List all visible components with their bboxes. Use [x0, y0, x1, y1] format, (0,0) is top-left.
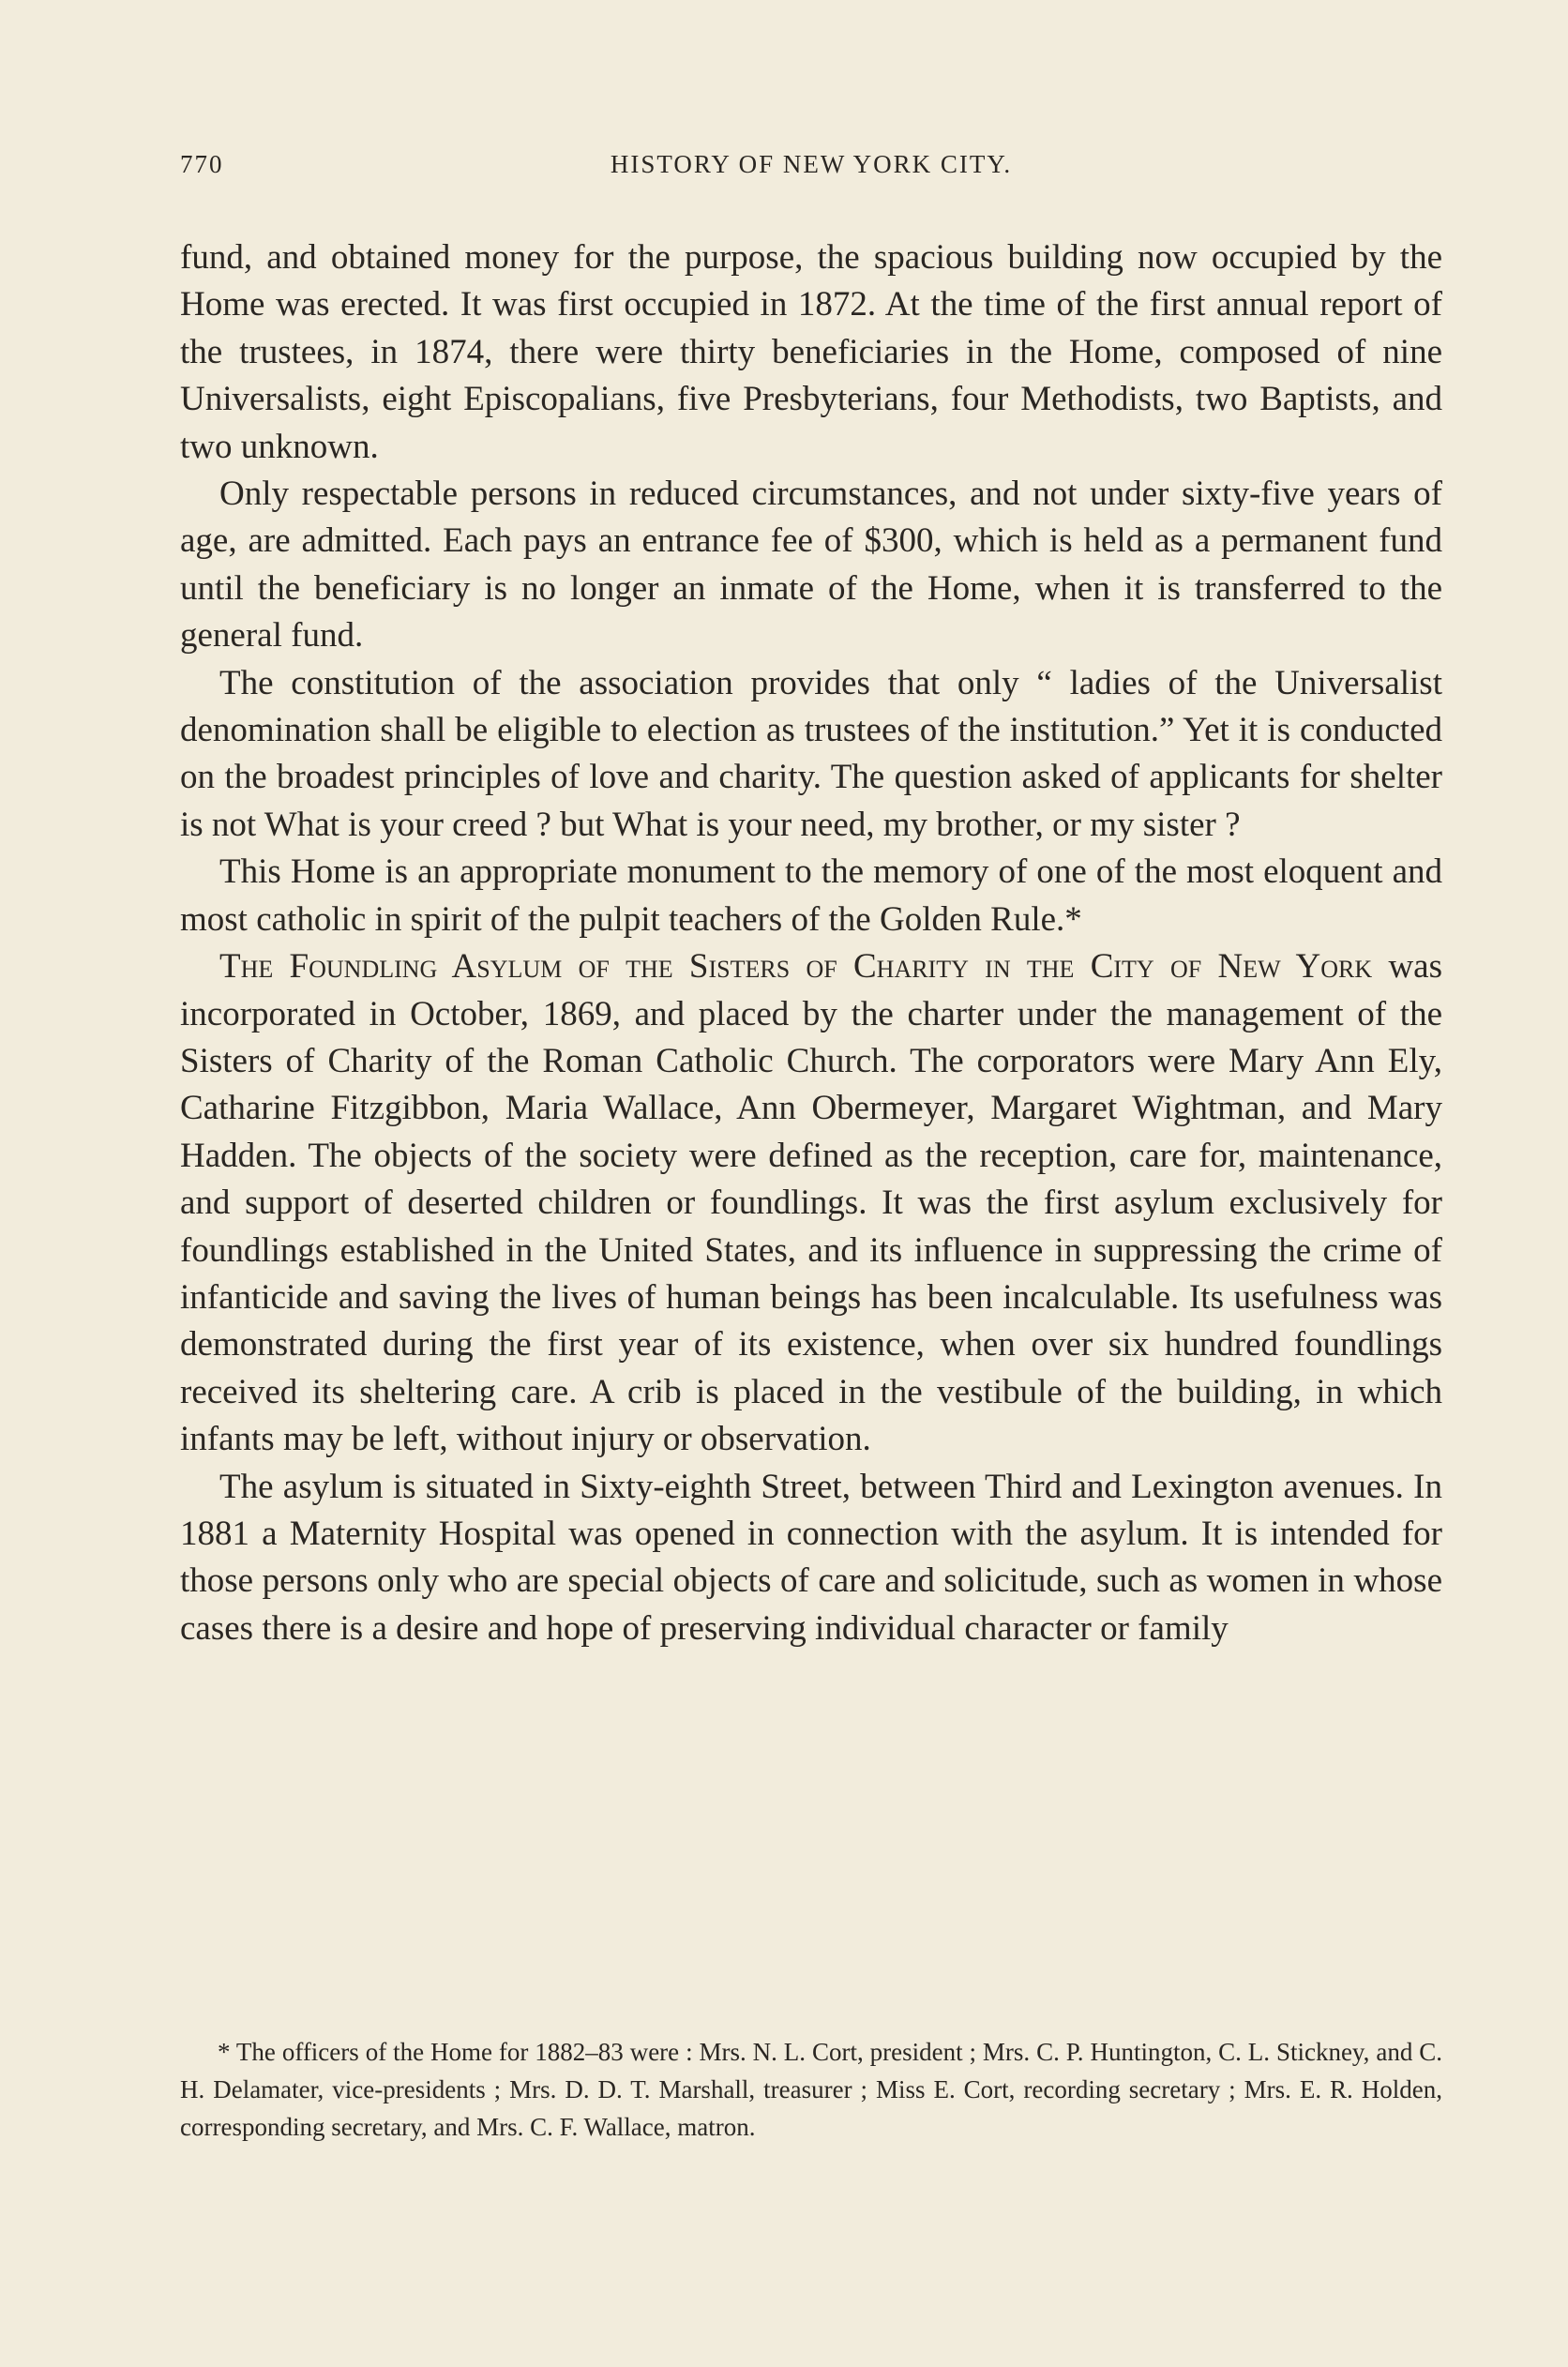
paragraph-foundling-asylum [180, 943, 1442, 1463]
paragraph-monument: This Home is an appropriate monument to the memory of one of the most eloquent and most catholic in spirit of the pulpit teachers of the Golden Rule.* [180, 852, 1442, 939]
page-header [180, 150, 1442, 197]
footnote: * The officers of the Home for 1882–83 were : Mrs. N. L. Cort, president ; Mrs. C. P. Huntington, C. L. Stickney, and C. H. Delamater, vice-presidents ; Mrs. D. D. T. Marshall, treasurer ; Miss E. Cort, recording secretary ; Mrs. E. R. Holden, corresponding secretary, and Mrs. C. F. Wallace, matron. [180, 2038, 1442, 2141]
paragraph-location: The asylum is situated in Sixty-eighth Street, between Third and Lexington avenues. In 1881 a Maternity Hospital was opened in connection with the asylum. It is intended for those persons only who are special objects of care and solicitude, such as women in whose cases there is a desire and hope of preserving individual character or family [180, 1467, 1442, 1648]
paragraph-constitution: The constitution of the association provides that only “ ladies of the Universalist denomination shall be eligible to election as trustees of the institution.” Yet it is conducted on the broadest principles of love and charity. The question asked of applicants for shelter is not What is your creed ? but What is your need, my brother, or my sister ? [180, 663, 1442, 844]
paragraph-continued: fund, and obtained money for the purpose, the spacious building now occupied by the Home was erected. It was first occupied in 1872. At the time of the first annual report of the trustees, in 1874, there were thirty beneficiaries in the Home, composed of nine Universalists, eight Episcopalians, five Presbyterians, four Methodists, two Baptists, and two unknown. [180, 238, 1442, 466]
paragraph-admission: Only respectable persons in reduced circumstances, and not under sixty-five years of age, are admitted. Each pays an entrance fee of $300, which is held as a permanent fund until the beneficiary is no longer an inmate of the Home, when it is transferred to the general fund. [180, 475, 1442, 656]
running-title: HISTORY OF NEW YORK CITY. [610, 150, 1013, 178]
page-number: 770 [180, 150, 224, 178]
footnote-block [180, 2033, 1442, 2146]
main-text [180, 234, 1442, 1652]
paragraph-foundling-text: was incorporated in October, 1869, and placed by the charter under the management of the Sisters of Charity of the Roman Catholic Church. The corporators were Mary Ann Ely, Catharine Fitzgibbon, Maria Wallace, Ann Obermeyer, Margaret Wightman, and Mary Hadden. The objects of the society were defined as the reception, care for, maintenance, and support of deserted children or foundlings. It was the first asylum exclusively for foundlings established in the United States, and its influence in suppressing the crime of infanticide and saving the lives of human beings has been incalculable. Its usefulness was demonstrated during the first year of its existence, when over six hundred foundlings received its sheltering care. A crib is placed in the vestibule of the building, in which infants may be left, without injury or observation. [180, 947, 1442, 1459]
section-heading: The Foundling Asylum of the Sisters of Charity in the City of New York [219, 947, 1373, 987]
